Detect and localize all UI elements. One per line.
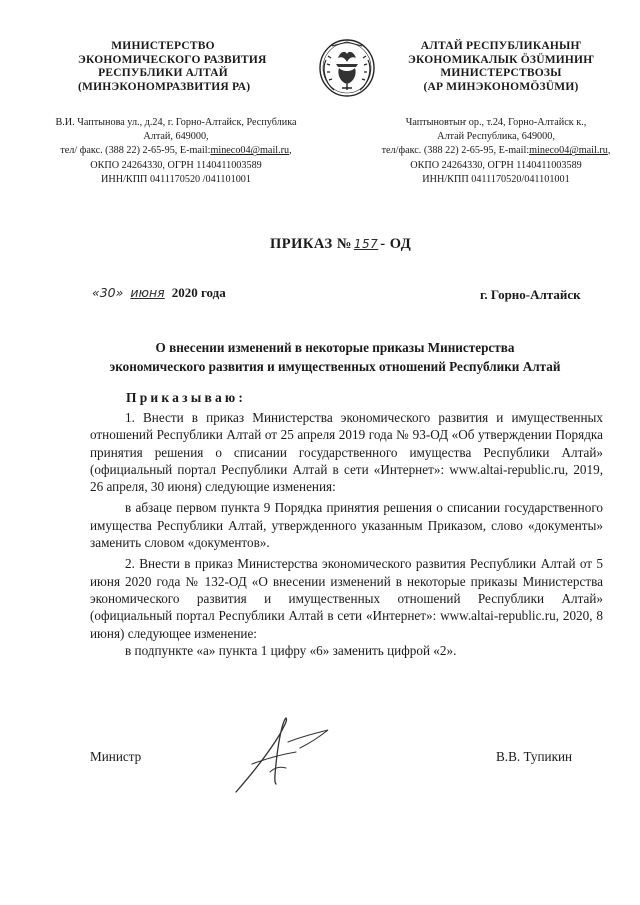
date-month-handwritten: июня: [130, 285, 165, 300]
order-prefix: ПРИКАЗ №: [270, 236, 352, 252]
body-paragraph: в подпункте «а» пункта 1 цифру «6» заменить цифрой «2».: [125, 642, 457, 658]
order-subject: [70, 338, 600, 376]
header-left-title-line: ЭКОНОМИЧЕСКОГО РАЗВИТИЯ: [78, 53, 267, 66]
header-right-phone: [362, 144, 630, 158]
signature-position: Министр: [90, 749, 142, 764]
header-right-title-line: АЛТАЙ РЕСПУБЛИКАНЫҤ: [420, 40, 582, 52]
order-city: г. Горно-Алтайск: [480, 287, 581, 302]
handwritten-signature-icon: [228, 714, 338, 796]
header-right-inn: ИНН/КПП 0411170520/041101001: [422, 173, 570, 185]
date-year: 2020 года: [171, 285, 226, 300]
order-date: [92, 284, 226, 302]
header-left-address: В.И. Чаптынова ул., д.24, г. Горно-Алтайск, Республика: [55, 117, 297, 128]
order-suffix: - ОД: [380, 236, 412, 252]
order-subject-line: О внесении изменений в некоторые приказы Министерства: [155, 340, 515, 355]
header-left-phone: [52, 144, 300, 158]
prikazyvayu-heading: Приказываю:: [126, 390, 247, 405]
header-left-title-line: (МИНЭКОНОМРАЗВИТИЯ РА): [78, 80, 251, 93]
body-paragraph: в абзаце первом пункта 9 Порядка принятия решения о списании государственного имущества Республики Алтай, утвержденного указанным Приказом, слово «документы» заменить словом «документов».: [90, 500, 603, 551]
order-subject-line: экономического развития и имущественных отношений Республики Алтай: [109, 359, 561, 374]
order-number-handwritten: 157: [353, 237, 379, 251]
body-paragraph: 2. Внести в приказ Министерства экономического развития Республики Алтай от 5 июня 2020 года № 132-ОД «О внесении изменений в некоторые приказы Министерства экономического развития и имущественных отношений Республики Алтай» (официальный портал Республики Алтай в сети «Интернет»: www.altai-republic.ru, 2020, 8 июня) следующее изменение:: [90, 556, 603, 641]
header-right-okpo: ОКПО 24264330, ОГРН 1140411003589: [410, 159, 582, 171]
header-right-title-line: ЭКОНОМИКАЛЫК ÖЗÜМИНИҤ: [407, 53, 594, 66]
header-left-title-line: МИНИСТЕРСТВО: [111, 40, 215, 52]
date-day-handwritten: «30»: [92, 285, 124, 300]
body-paragraph: 1. Внести в приказ Министерства экономического развития и имущественных отношений Республики Алтай от 25 апреля 2019 года № 93-ОД «Об утверждении Порядка принятия решения о списании государственного имущества Республики Алтай» (официальный портал Республики Алтай в сети «Интернет»: www.altai-republic.ru, 2019, 26 апреля, 30 июня) следующие изменения:: [90, 410, 603, 495]
header-right-title: [402, 40, 600, 94]
header-left-inn: ИНН/КПП 0411170520 /041101001: [101, 173, 251, 185]
order-title: [270, 236, 411, 253]
email-suffix: ,: [607, 145, 611, 157]
header-left-okpo: ОКПО 24264330, ОГРН 1140411003589: [90, 159, 262, 171]
header-left-address-2: Алтай, 649000,: [143, 131, 209, 143]
header-right-address: Чаптыновтыҥ ор., т.24, Горно-Алтайск к.,: [405, 117, 587, 128]
header-left-title-line: РЕСПУБЛИКИ АЛТАЙ: [98, 67, 228, 79]
header-right-title-line: (АР МИНЭКОНОМÖЗÜМИ): [423, 80, 579, 93]
email-suffix: ,: [289, 145, 292, 157]
header-right-contacts: [362, 116, 630, 187]
order-body: [90, 409, 603, 659]
header-right-title-line: МИНИСТЕРСТВОЗЫ: [440, 67, 562, 79]
header-left-title: [78, 40, 267, 94]
header-right-address-2: Алтай Республика, 649000,: [437, 131, 555, 143]
email-link[interactable]: mineco04@mail.ru: [210, 145, 290, 157]
signature-name: В.В. Тупикин: [496, 749, 573, 764]
email-link[interactable]: mineco04@mail.ru: [529, 145, 608, 157]
coat-of-arms-emblem-icon: [318, 38, 376, 98]
phone-label: тел/ факс. (388 22) 2-65-95, E-mail:: [60, 145, 211, 157]
phone-label: тел/факс. (388 22) 2-65-95, E-mail:: [381, 145, 530, 157]
header-left-contacts: [52, 116, 300, 187]
